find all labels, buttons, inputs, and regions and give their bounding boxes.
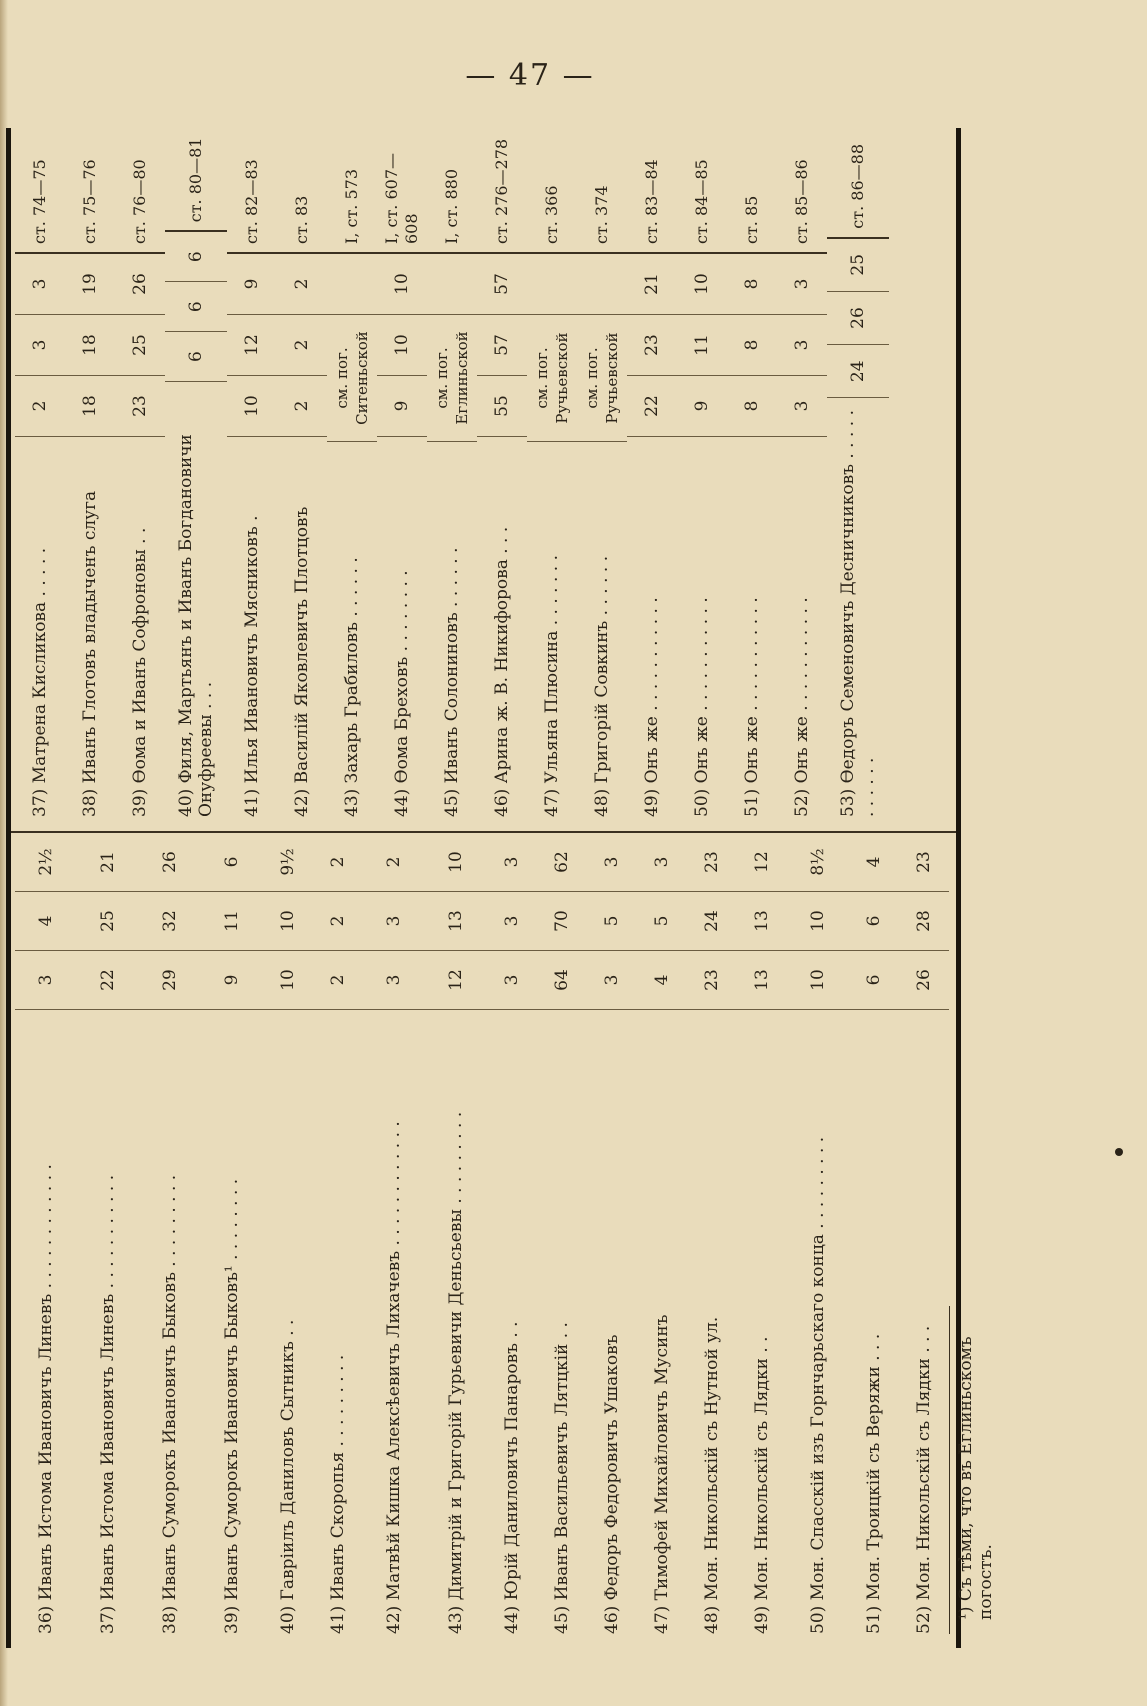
table-row <box>277 126 327 831</box>
value-col3 <box>577 254 627 315</box>
table-row <box>165 126 227 831</box>
table-row <box>677 126 727 831</box>
value-col1: 13 <box>737 951 787 1010</box>
value-col2: 6 <box>165 282 227 332</box>
table-row <box>637 833 687 1648</box>
source-ref: ст. 80—81 <box>165 126 227 232</box>
table-row <box>627 126 677 831</box>
value-col3: 6 <box>165 232 227 282</box>
value-col1: 6 <box>165 332 227 382</box>
value-col1: 26 <box>899 951 949 1010</box>
table-row <box>849 833 899 1648</box>
value-col1: 9 <box>677 376 727 437</box>
value-col3: 8 <box>727 254 777 315</box>
table-row <box>77 833 139 1648</box>
entry-name: 42) Матвѣй Кишка Алексѣевичъ Лихачевъ . . . . . . . . . . . . <box>384 1121 404 1634</box>
value-col2: 18 <box>65 315 115 376</box>
value-col3: 2 <box>313 833 363 892</box>
table-row <box>777 126 827 831</box>
value-col2: 26 <box>827 292 889 345</box>
value-col2: 13 <box>737 892 787 951</box>
value-col1: 24 <box>827 345 889 398</box>
value-col2: 25 <box>77 892 139 951</box>
value-col1: 10 <box>787 951 849 1010</box>
table-row <box>827 126 889 831</box>
value-col1: 3 <box>363 951 425 1010</box>
source-ref: I, ст. 880 <box>427 126 477 254</box>
value-col3: 6 <box>201 833 263 892</box>
value-col3: 2½ <box>15 833 77 892</box>
entry-name: 39) Иванъ Суморокъ Ивановичъ Быковъ¹ . . . . . . . . <box>222 1178 242 1634</box>
table-row <box>727 126 777 831</box>
value-col2: 11 <box>201 892 263 951</box>
left-rows <box>11 833 949 1648</box>
value-col1: 64 <box>537 951 587 1010</box>
table-row <box>201 833 263 1648</box>
entry-name: 38) Иванъ Глотовъ владыченъ слуга <box>80 490 100 817</box>
table-row <box>587 833 637 1648</box>
entry-name: 37) Матрена Кисликова . . . . . <box>30 547 50 817</box>
value-col3: 12 <box>737 833 787 892</box>
value-col1: 55 <box>477 376 527 437</box>
value-col3 <box>427 254 477 315</box>
source-ref: ст. 86—88 <box>827 126 889 239</box>
value-col1: 4 <box>637 951 687 1010</box>
value-col2: 4 <box>15 892 77 951</box>
source-ref: ст. 76—80 <box>115 126 165 254</box>
entry-name: 50) Мон. Спасскій изъ Горнчарьскаго конца . . . . . . . . . <box>808 1136 828 1634</box>
table-row <box>427 126 477 831</box>
value-col3: 23 <box>899 833 949 892</box>
value-col1: 3 <box>587 951 637 1010</box>
entry-name: 46) Арина ж. В. Никифорова . . . <box>492 526 512 817</box>
value-col2: 11 <box>677 315 727 376</box>
value-col2: 12 <box>227 315 277 376</box>
source-ref: ст. 276—278 <box>477 126 527 254</box>
entry-name: 43) Захарь Грабиловъ . . . . . . <box>342 557 362 817</box>
value-col2: 2 <box>277 315 327 376</box>
cross-reference: см. пог. Ситеньской <box>327 315 377 442</box>
page-number: — 47 — <box>465 58 595 93</box>
value-col3: 62 <box>537 833 587 892</box>
value-col2: 28 <box>899 892 949 951</box>
table-row <box>15 833 77 1648</box>
value-col3: 3 <box>777 254 827 315</box>
value-col1: 3 <box>15 951 77 1010</box>
source-ref: ст. 366 <box>527 126 577 254</box>
value-col1: 3 <box>487 951 537 1010</box>
value-col3: 19 <box>65 254 115 315</box>
value-col2: 5 <box>637 892 687 951</box>
entry-name: 45) Иванъ Васильевичъ Лятцкій . . <box>552 1322 572 1634</box>
value-col3: 8½ <box>787 833 849 892</box>
source-ref: I, ст. 573 <box>327 126 377 254</box>
value-col3: 10 <box>425 833 487 892</box>
value-col2: 10 <box>377 315 427 376</box>
table-row <box>687 833 737 1648</box>
value-col3: 21 <box>77 833 139 892</box>
value-col3: 10 <box>377 254 427 315</box>
value-col1: 2 <box>277 376 327 437</box>
entry-name: 44) Ѳома Бреховъ . . . . . . . . <box>392 570 412 817</box>
entry-name: 49) Онъ же . . . . . . . . . . . <box>642 597 662 817</box>
value-col3 <box>327 254 377 315</box>
cross-reference: см. пог. Ручьевской <box>527 315 577 442</box>
entry-name: 37) Иванъ Истома Ивановичъ Линевъ . . . . . . . . . . . <box>98 1174 118 1634</box>
value-col2: 3 <box>777 315 827 376</box>
entry-name: 39) Ѳома и Иванъ Софроновы . . <box>130 527 150 817</box>
entry-name: 47) Ульяна Плюсина . . . . . . . <box>542 555 562 817</box>
value-col2: 25 <box>115 315 165 376</box>
table-row <box>263 833 313 1648</box>
value-col1: 22 <box>77 951 139 1010</box>
table-right-half <box>11 126 956 833</box>
entry-name: 43) Димитрій и Григорій Гурьевичи Деньсьевы . . . . . . . . . <box>446 1111 466 1634</box>
value-col3: 2 <box>277 254 327 315</box>
right-rows <box>11 126 956 831</box>
value-col2: 24 <box>687 892 737 951</box>
value-col1: 2 <box>313 951 363 1010</box>
table-row <box>787 833 849 1648</box>
value-col3: 2 <box>363 833 425 892</box>
value-col3: 3 <box>587 833 637 892</box>
value-col2: 13 <box>425 892 487 951</box>
value-col2: 70 <box>537 892 587 951</box>
source-ref: ст. 85—86 <box>777 126 827 254</box>
source-ref: ст. 74—75 <box>15 126 65 254</box>
table-row <box>577 126 627 831</box>
value-col2: 10 <box>263 892 313 951</box>
table-row <box>377 126 427 831</box>
entry-name: 44) Юрій Даниловичъ Панаровъ . . <box>502 1321 522 1634</box>
value-col1: 10 <box>227 376 277 437</box>
table-row <box>737 833 787 1648</box>
value-col2: 32 <box>139 892 201 951</box>
entry-name: 50) Онъ же . . . . . . . . . . . <box>692 597 712 817</box>
value-col1: 9 <box>201 951 263 1010</box>
table-row <box>15 126 65 831</box>
table-row <box>363 833 425 1648</box>
value-col1: 12 <box>425 951 487 1010</box>
value-col3: 9 <box>227 254 277 315</box>
entry-name: 51) Мон. Троицкій съ Веряжи . . . <box>864 1333 884 1634</box>
value-col3: 9½ <box>263 833 313 892</box>
value-col3: 21 <box>627 254 677 315</box>
table-row <box>527 126 577 831</box>
entry-name: 48) Мон. Никольскій съ Нутной ул. <box>702 1316 722 1634</box>
entry-name: 48) Григорій Совкинъ . . . . . . <box>592 555 612 817</box>
entry-name: 47) Тимофей Михайловичъ Мусинъ <box>652 1314 672 1634</box>
value-col2: 10 <box>787 892 849 951</box>
table-row <box>327 126 377 831</box>
footnote: ¹) Съ тѣми, что въ Еглиньскомъ погостъ. <box>949 1306 1004 1634</box>
source-ref: ст. 84—85 <box>677 126 727 254</box>
value-col3: 57 <box>477 254 527 315</box>
ink-dot <box>1115 1148 1123 1156</box>
value-col2: 6 <box>849 892 899 951</box>
entry-name: 38) Иванъ Суморокъ Ивановичъ Быковъ . . . . . . . . . <box>160 1174 180 1634</box>
value-col3: 3 <box>487 833 537 892</box>
entry-name: 52) Онъ же . . . . . . . . . . . <box>792 597 812 817</box>
value-col1: 22 <box>627 376 677 437</box>
table-row <box>899 833 949 1648</box>
entry-name: 49) Мон. Никольскій съ Лядки . . <box>752 1336 772 1634</box>
table-left-half <box>11 833 996 1648</box>
entry-name: 42) Василій Яковлевичъ Плотцовъ <box>292 506 312 817</box>
table-row <box>139 833 201 1648</box>
value-col1: 23 <box>687 951 737 1010</box>
source-ref: ст. 75—76 <box>65 126 115 254</box>
value-col3: 4 <box>849 833 899 892</box>
value-col2: 3 <box>487 892 537 951</box>
value-col3 <box>527 254 577 315</box>
cross-reference: см. пог. Еглиньской <box>427 315 477 442</box>
value-col3: 3 <box>637 833 687 892</box>
value-col3: 26 <box>115 254 165 315</box>
table-row <box>477 126 527 831</box>
value-col2: 8 <box>727 315 777 376</box>
entry-name: 45) Иванъ Солониновъ . . . . . . <box>442 547 462 817</box>
table-row <box>227 126 277 831</box>
table-row <box>115 126 165 831</box>
entry-name: 41) Иванъ Скоропья . . . . . . . . . <box>328 1354 348 1634</box>
table-row <box>425 833 487 1648</box>
value-col2: 57 <box>477 315 527 376</box>
value-col1: 10 <box>263 951 313 1010</box>
entry-name: 52) Мон. Никольскій съ Лядки . . . <box>914 1325 934 1634</box>
table-row <box>537 833 587 1648</box>
value-col1: 3 <box>777 376 827 437</box>
source-ref: I, ст. 607—608 <box>377 126 427 254</box>
source-ref: ст. 374 <box>577 126 627 254</box>
value-col2: 5 <box>587 892 637 951</box>
value-col3: 3 <box>15 254 65 315</box>
value-col1: 18 <box>65 376 115 437</box>
value-col1: 23 <box>115 376 165 437</box>
cross-reference: см. пог. Ручьевской <box>577 315 627 442</box>
value-col2: 3 <box>363 892 425 951</box>
entry-name: 46) Федоръ Федоровичъ Ушаковъ <box>602 1334 622 1634</box>
entry-name: 40) Гавріилъ Даниловъ Сытникъ . . <box>278 1319 298 1634</box>
source-ref: ст. 85 <box>727 126 777 254</box>
rotated-table <box>6 128 996 1648</box>
value-col2: 2 <box>313 892 363 951</box>
value-col1: 29 <box>139 951 201 1010</box>
value-col3: 25 <box>827 239 889 292</box>
entry-name: 51) Онъ же . . . . . . . . . . . <box>742 597 762 817</box>
entry-name: 40) Филя, Мартьянъ и Иванъ Богдановичи Онуфреевы . . . <box>176 434 216 817</box>
value-col1: 2 <box>15 376 65 437</box>
table-row <box>65 126 115 831</box>
value-col1: 8 <box>727 376 777 437</box>
value-col3: 23 <box>687 833 737 892</box>
value-col3: 26 <box>139 833 201 892</box>
value-col2: 23 <box>627 315 677 376</box>
entry-name: 41) Илья Ивановичъ Мясниковъ . <box>242 515 262 817</box>
source-ref: ст. 83 <box>277 126 327 254</box>
table-row <box>487 833 537 1648</box>
value-col1: 6 <box>849 951 899 1010</box>
value-col3: 10 <box>677 254 727 315</box>
entry-name: 53) Ѳедоръ Семеновичъ Десничниковъ . . . . . . . . . . . <box>838 410 878 817</box>
table-row <box>313 833 363 1648</box>
entry-name: 36) Иванъ Истома Ивановичъ Линевъ . . . . . . . . . . . . <box>36 1164 56 1634</box>
source-ref: ст. 82—83 <box>227 126 277 254</box>
source-ref: ст. 83—84 <box>627 126 677 254</box>
value-col2: 3 <box>15 315 65 376</box>
value-col1: 9 <box>377 376 427 437</box>
